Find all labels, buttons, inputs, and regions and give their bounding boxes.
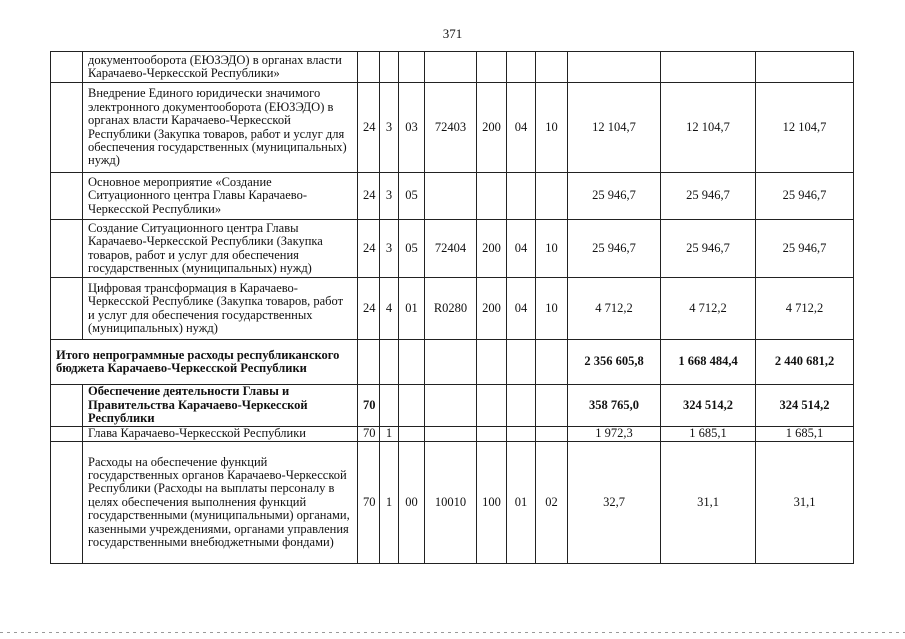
indent-cell [51,442,83,564]
amount-cell: 2 440 681,2 [756,340,854,385]
code-cell [399,427,425,442]
table-row [51,442,854,564]
amount-cell: 25 946,7 [661,173,756,220]
amount-cell: 324 514,2 [756,385,854,427]
code-cell [477,340,507,385]
code-cell [358,340,380,385]
code-cell: 05 [399,173,425,220]
amount-cell: 12 104,7 [661,83,756,173]
row-name: Основное мероприятие «Создание Ситуационного центра Главы Карачаево-Черкесской Республики» [83,173,358,220]
amount-cell [661,52,756,83]
code-cell: 10 [536,220,568,278]
table-row [51,385,854,427]
table-row [51,173,854,220]
code-cell [536,173,568,220]
row-name: документооборота (ЕЮЗЭДО) в органах власти Карачаево-Черкесской Республики» [83,52,358,83]
amount-cell: 1 668 484,4 [661,340,756,385]
amount-cell: 25 946,7 [568,220,661,278]
code-cell: 04 [507,83,536,173]
amount-cell: 32,7 [568,442,661,564]
code-cell: 04 [507,278,536,340]
indent-cell [51,52,83,83]
row-name: Итого непрограммные расходы республиканского бюджета Карачаево-Черкесской Республики [51,340,358,385]
code-cell [536,340,568,385]
row-name: Создание Ситуационного центра Главы Карачаево-Черкесской Республики (Закупка товаров, работ и услуг для обеспечения государственных (муниципальных) нужд) [83,220,358,278]
row-name: Внедрение Единого юридически значимого электронного документооборота (ЕЮЗЭДО) в органах власти Карачаево-Черкесской Республики (Закупка товаров, работ и услуг для обеспечения государственных (муниципальных) нужд) [83,83,358,173]
code-cell: 01 [507,442,536,564]
code-cell [380,340,399,385]
amount-cell: 4 712,2 [568,278,661,340]
code-cell [399,385,425,427]
row-name: Обеспечение деятельности Главы и Правительства Карачаево-Черкесской Республики [83,385,358,427]
amount-cell: 4 712,2 [756,278,854,340]
amount-cell: 12 104,7 [756,83,854,173]
amount-cell: 25 946,7 [568,173,661,220]
code-cell [358,52,380,83]
amount-cell: 1 685,1 [661,427,756,442]
code-cell [536,427,568,442]
indent-cell [51,83,83,173]
code-cell: 24 [358,278,380,340]
code-cell [399,340,425,385]
code-cell [477,427,507,442]
indent-cell [51,427,83,442]
code-cell: 24 [358,83,380,173]
page-number: 371 [442,26,463,41]
code-cell: 00 [399,442,425,564]
row-name: Расходы на обеспечение функций государственных органов Карачаево-Черкесской Республики (Расходы на выплаты персоналу в целях обеспечения выполнения функций государственными (муниципальными) органами, казенными учреждениями, органами управления государственными внебюджетными фондами) [83,442,358,564]
row-name: Цифровая трансформация в Карачаево-Черкесской Республике (Закупка товаров, работ и услуг для обеспечения государственных (муниципальных) нужд) [83,278,358,340]
scan-artifact-line [0,632,905,633]
table-row [51,83,854,173]
code-cell: 04 [507,220,536,278]
code-cell: 3 [380,220,399,278]
table-row [51,52,854,83]
code-cell [425,385,477,427]
code-cell [380,52,399,83]
table-row [51,340,854,385]
code-cell: 10 [536,83,568,173]
code-cell: 1 [380,427,399,442]
row-name: Глава Карачаево-Черкесской Республики [83,427,358,442]
code-cell [536,52,568,83]
code-cell: 200 [477,220,507,278]
code-cell: 01 [399,278,425,340]
amount-cell: 4 712,2 [661,278,756,340]
amount-cell: 2 356 605,8 [568,340,661,385]
code-cell: 72404 [425,220,477,278]
code-cell [477,385,507,427]
indent-cell [51,385,83,427]
table-row [51,220,854,278]
code-cell: 200 [477,83,507,173]
table-row [51,427,854,442]
amount-cell: 358 765,0 [568,385,661,427]
code-cell [507,340,536,385]
code-cell: 1 [380,442,399,564]
code-cell [477,173,507,220]
code-cell: 10010 [425,442,477,564]
budget-table [50,51,854,564]
code-cell: 70 [358,427,380,442]
code-cell [507,52,536,83]
code-cell: 70 [358,385,380,427]
code-cell: 05 [399,220,425,278]
amount-cell: 1 972,3 [568,427,661,442]
code-cell: 02 [536,442,568,564]
code-cell [425,340,477,385]
amount-cell: 25 946,7 [756,220,854,278]
indent-cell [51,278,83,340]
code-cell: 3 [380,173,399,220]
amount-cell: 324 514,2 [661,385,756,427]
code-cell [507,173,536,220]
code-cell: 10 [536,278,568,340]
amount-cell: 25 946,7 [756,173,854,220]
amount-cell: 12 104,7 [568,83,661,173]
code-cell: 200 [477,278,507,340]
code-cell [425,52,477,83]
code-cell [425,427,477,442]
code-cell [425,173,477,220]
code-cell [507,385,536,427]
code-cell: R0280 [425,278,477,340]
code-cell [477,52,507,83]
table-row [51,278,854,340]
code-cell: 03 [399,83,425,173]
code-cell: 24 [358,173,380,220]
code-cell: 70 [358,442,380,564]
code-cell [380,385,399,427]
indent-cell [51,220,83,278]
amount-cell: 31,1 [661,442,756,564]
indent-cell [51,173,83,220]
amount-cell [568,52,661,83]
code-cell: 3 [380,83,399,173]
code-cell [507,427,536,442]
amount-cell: 25 946,7 [661,220,756,278]
code-cell: 24 [358,220,380,278]
amount-cell [756,52,854,83]
code-cell: 72403 [425,83,477,173]
code-cell [399,52,425,83]
code-cell: 4 [380,278,399,340]
code-cell [536,385,568,427]
amount-cell: 31,1 [756,442,854,564]
code-cell: 100 [477,442,507,564]
amount-cell: 1 685,1 [756,427,854,442]
